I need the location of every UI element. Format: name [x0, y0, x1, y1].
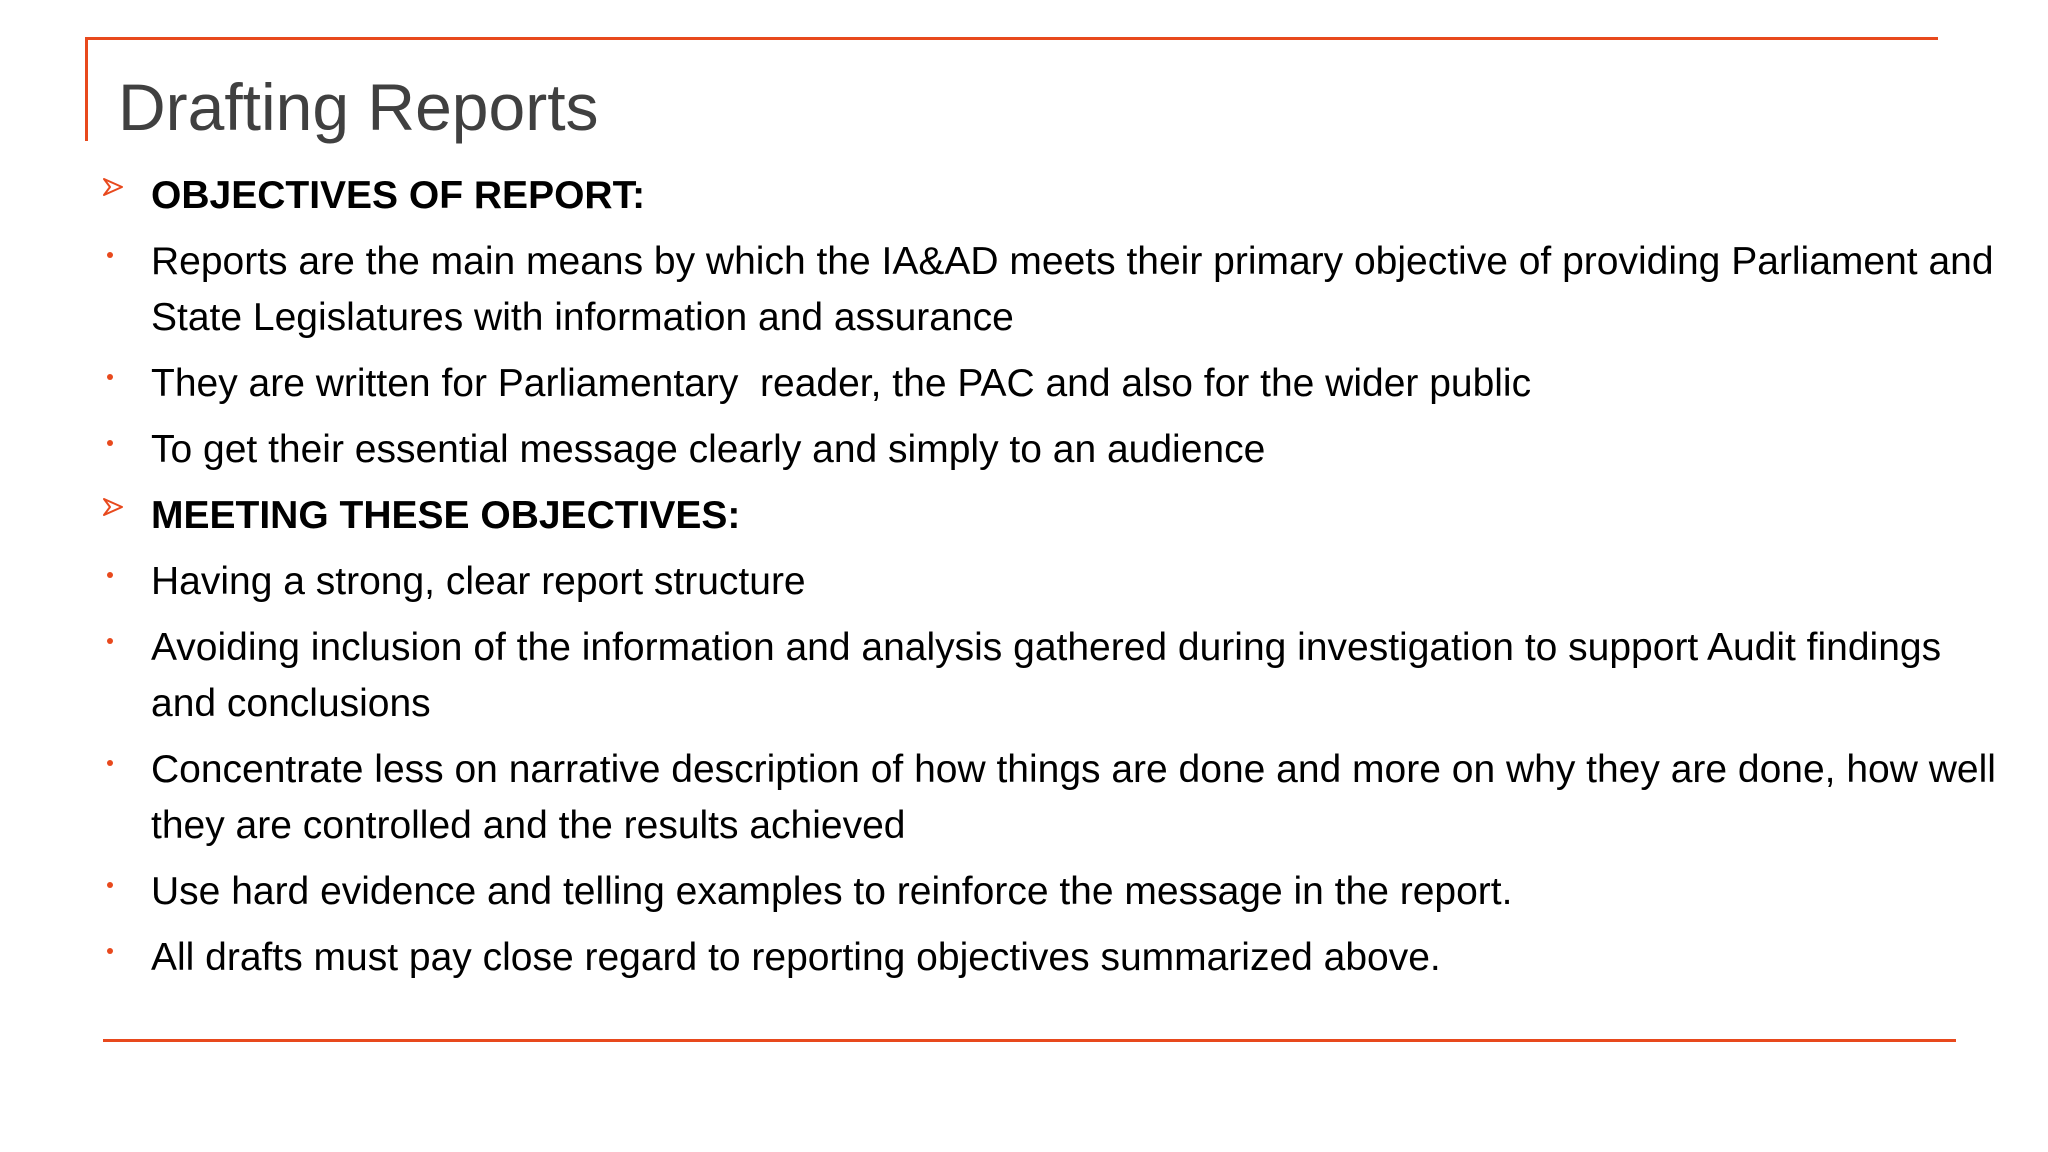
list-item-text: Use hard evidence and telling examples to reinforce the message in the report.: [151, 870, 1513, 913]
list-item: [100, 742, 2010, 854]
list-heading-objectives: [100, 168, 2010, 224]
dot-bullet-icon: [103, 864, 133, 920]
dot-bullet-icon: [103, 742, 133, 798]
list-item-text: To get their essential message clearly and simply to an audience: [151, 428, 1266, 471]
list-item-text: They are written for Parliamentary reader, the PAC and also for the wider public: [151, 362, 1532, 405]
list-item-text: Having a strong, clear report structure: [151, 560, 806, 603]
list-item: [100, 930, 2010, 986]
dot-bullet-icon: [103, 356, 133, 412]
list-item-text: Avoiding inclusion of the information and analysis gathered during investigation to support Audit findings and conclusions: [151, 626, 1942, 725]
list-heading-meeting-objectives: [100, 488, 2010, 544]
list-item-text: Concentrate less on narrative description of how things are done and more on why they are done, how well they are controlled and the results achieved: [151, 748, 1996, 847]
list-item: [100, 620, 2010, 732]
list-item: [100, 864, 2010, 920]
bullet-list: [100, 168, 2010, 996]
top-accent-rule: [85, 37, 1938, 40]
dot-bullet-icon: [103, 234, 133, 290]
list-item: [100, 356, 2010, 412]
list-item-text: Reports are the main means by which the IA&AD meets their primary objective of providing Parliament and State Legislatures with information and assurance: [151, 240, 1994, 339]
list-heading-text: OBJECTIVES OF REPORT:: [151, 174, 646, 217]
bottom-accent-rule: [103, 1039, 1956, 1042]
arrow-bullet-icon: [103, 488, 133, 544]
slide-title: Drafting Reports: [118, 70, 599, 144]
list-item: [100, 234, 2010, 346]
list-item: [100, 422, 2010, 478]
dot-bullet-icon: [103, 554, 133, 610]
left-accent-rule: [85, 37, 88, 141]
list-item-text: All drafts must pay close regard to reporting objectives summarized above.: [151, 936, 1441, 979]
dot-bullet-icon: [103, 422, 133, 478]
arrow-bullet-icon: [103, 168, 133, 224]
dot-bullet-icon: [103, 930, 133, 986]
list-item: [100, 554, 2010, 610]
list-heading-text: MEETING THESE OBJECTIVES:: [151, 494, 741, 537]
dot-bullet-icon: [103, 620, 133, 676]
